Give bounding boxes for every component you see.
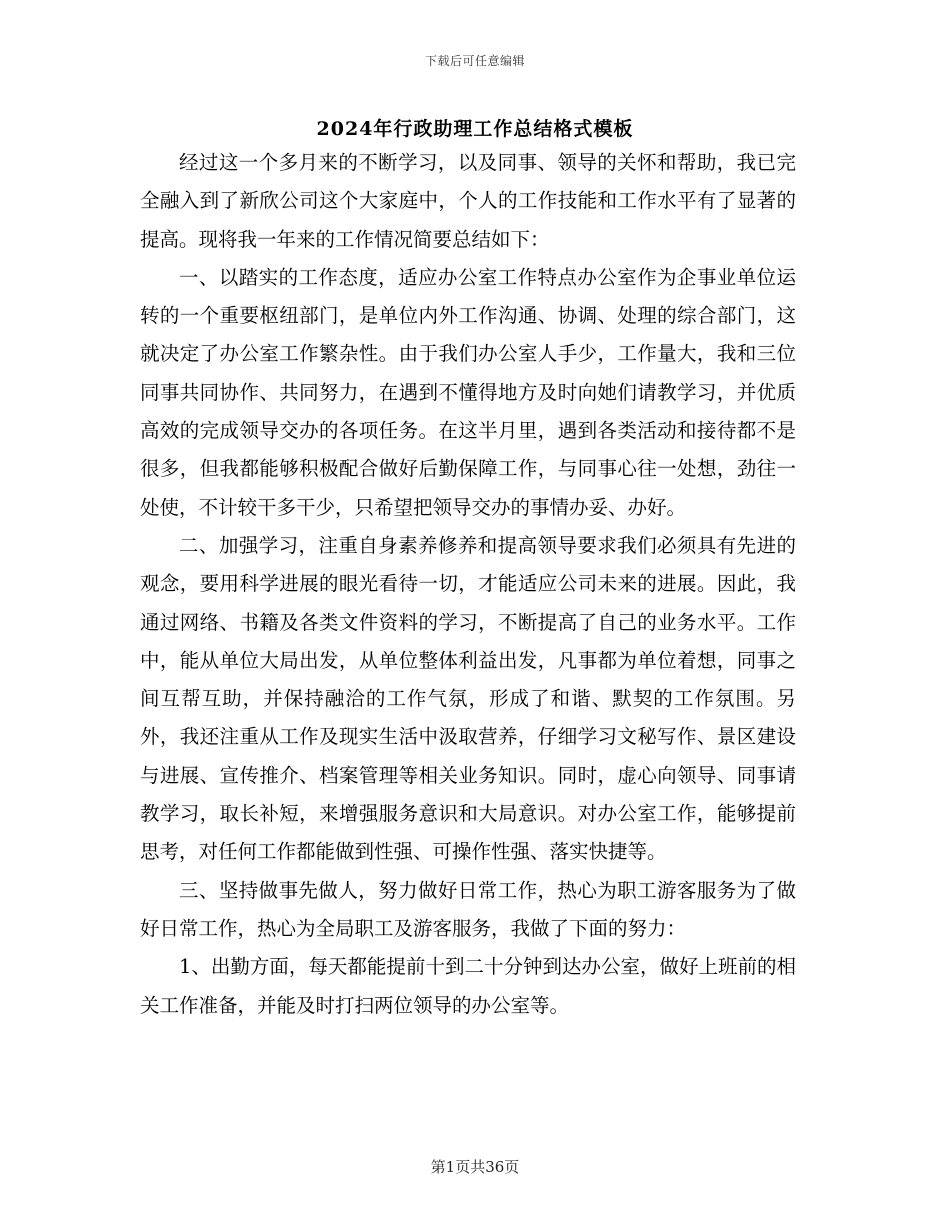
paragraph-intro: 经过这一个多月来的不断学习，以及同事、领导的关怀和帮助，我已完全融入到了新欣公司这个大家庭中，个人的工作技能和工作水平有了显著的提高。现将我一年来的工作情况简要总结如下：: [140, 151, 796, 251]
document-body: [140, 144, 796, 1025]
paragraph-section-1: 一、以踏实的工作态度，适应办公室工作特点办公室作为企事业单位运转的一个重要枢纽部门，是单位内外工作沟通、协调、处理的综合部门，这就决定了办公室工作繁杂性。由于我们办公室人手少，工作量大，我和三位同事共同协作、共同努力，在遇到不懂得地方及时向她们请教学习，并优质高效的完成领导交办的各项任务。在这半月里，遇到各类活动和接待都不是很多，但我都能够积极配合做好后勤保障工作，与同事心往一处想，劲往一处使，不计较干多干少，只希望把领导交办的事情办妥、办好。: [140, 265, 796, 519]
document-title: 2024年行政助理工作总结格式模板: [316, 118, 634, 140]
page-number-footer: 第1页共36页: [430, 1158, 520, 1176]
paragraph-section-3: 三、坚持做事先做人，努力做好日常工作，热心为职工游客服务为了做好日常工作，热心为全局职工及游客服务，我做了下面的努力：: [140, 878, 796, 940]
paragraph-item-1: 1、出勤方面，每天都能提前十到二十分钟到达办公室，做好上班前的相关工作准备，并能及时打扫两位领导的办公室等。: [140, 955, 796, 1017]
header-note: 下载后可任意编辑: [424, 54, 525, 68]
paragraph-section-2: 二、加强学习，注重自身素养修养和提高领导要求我们必须具有先进的观念，要用科学进展的眼光看待一切，才能适应公司未来的进展。因此，我通过网络、书籍及各类文件资料的学习，不断提高了自己的业务水平。工作中，能从单位大局出发，从单位整体利益出发，凡事都为单位着想，同事之间互帮互助，并保持融洽的工作气氛，形成了和谐、默契的工作氛围。另外，我还注重从工作及现实生活中汲取营养，仔细学习文秘写作、景区建设与进展、宣传推介、档案管理等相关业务知识。同时，虚心向领导、同事请教学习，取长补短，来增强服务意识和大局意识。对办公室工作，能够提前思考，对任何工作都能做到性强、可操作性强、落实快捷等。: [140, 533, 796, 864]
